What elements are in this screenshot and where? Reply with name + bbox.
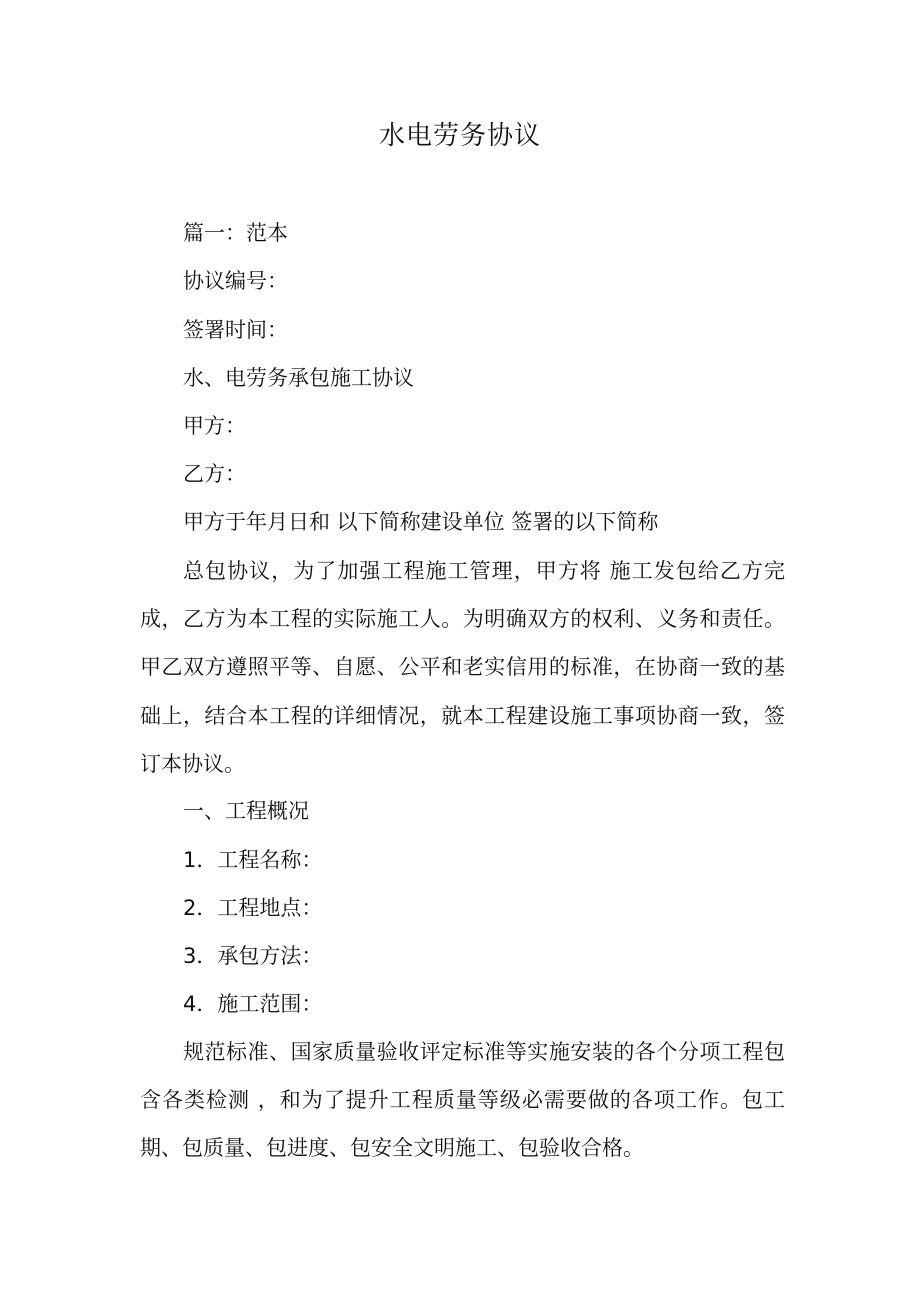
party-a-label: 甲方： bbox=[183, 414, 246, 438]
list-item-contract-method: 3．承包方法： bbox=[183, 944, 323, 968]
agreement-number-label: 协议编号： bbox=[183, 269, 288, 293]
document-title: 水电劳务协议 bbox=[378, 121, 541, 151]
paragraph-scope: 规范标准、国家质量验收评定标准等实施安装的各个分项工程包含各类检测 ，和为了提升工程质量等级必需要做的各项工作。包工期、包质量、包进度、包安全文明施工、包验收合格。 bbox=[140, 1040, 785, 1161]
list-item-project-name: 1．工程名称： bbox=[183, 848, 323, 872]
paragraph-general: 总包协议，为了加强工程施工管理，甲方将 施工发包给乙方完成，乙方为本工程的实际施工人。为明确双方的权利、义务和责任。甲乙双方遵照平等、自愿、公平和老实信用的标准，在协商一致的基础上，结合本工程的详细情况，就本工程建设施工事项协商一致，签订本协议。 bbox=[140, 559, 785, 776]
party-b-label: 乙方： bbox=[183, 462, 246, 486]
section-heading: 一、工程概况 bbox=[183, 799, 309, 823]
agreement-subtitle: 水、电劳务承包施工协议 bbox=[183, 366, 414, 390]
signing-time-label: 签署时间： bbox=[183, 318, 288, 342]
chapter-label: 篇一：范本 bbox=[183, 221, 288, 245]
intro-line: 甲方于年月日和 以下简称建设单位 签署的以下简称 bbox=[183, 510, 659, 534]
list-item-project-location: 2．工程地点： bbox=[183, 896, 323, 920]
list-item-construction-scope: 4．施工范围： bbox=[183, 992, 323, 1016]
